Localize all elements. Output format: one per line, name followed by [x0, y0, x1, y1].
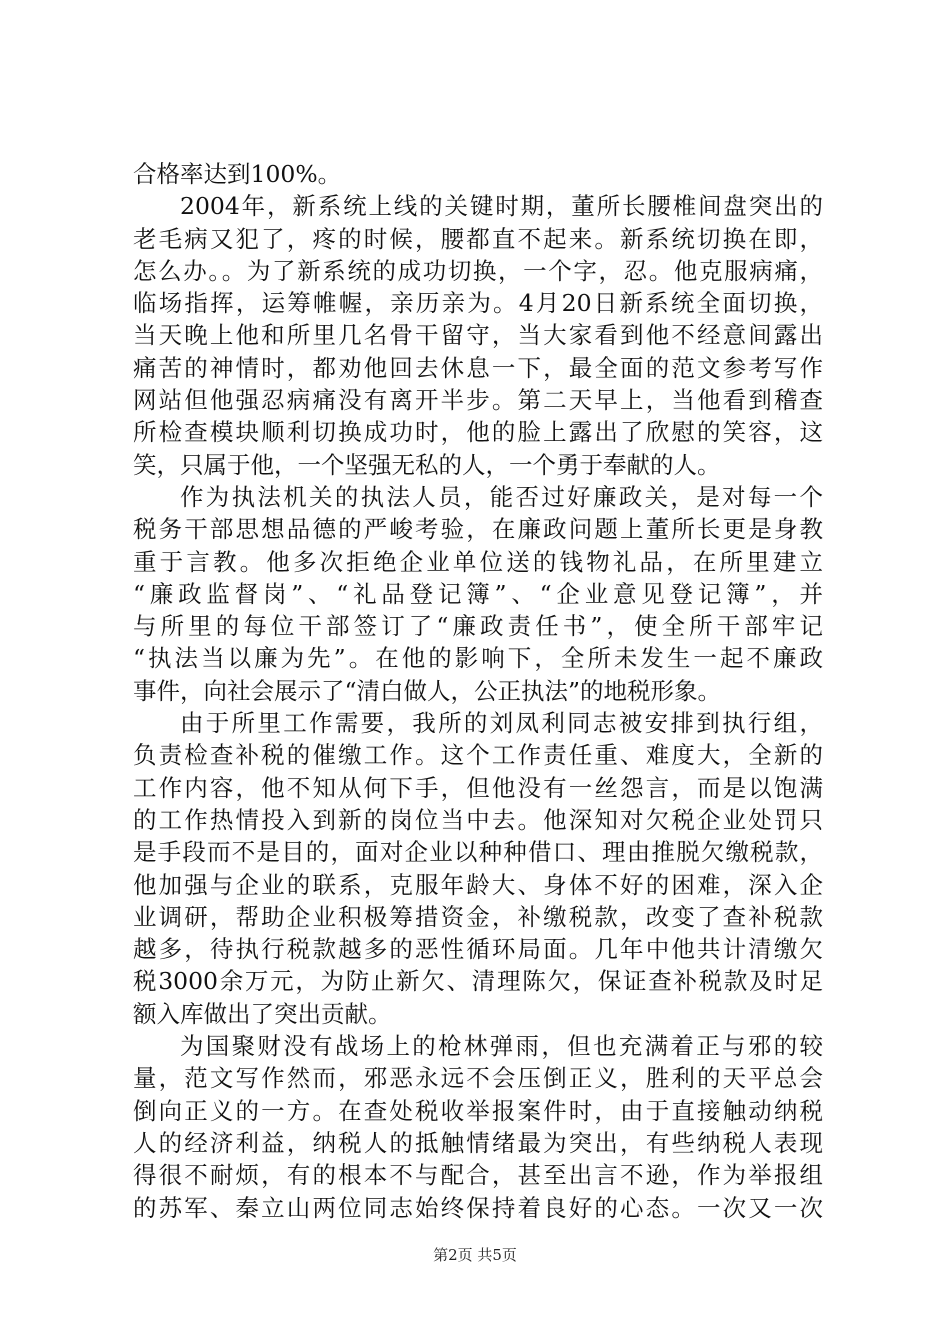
text-line: 当天晚上他和所里几名骨干留守，当大家看到他不经意间露出 [133, 321, 823, 350]
text-line: 怎么办。。为了新系统的成功切换，一个字，忍。他克服病痛， [133, 256, 823, 285]
paragraph-pass-rate [133, 158, 823, 190]
text-line: 2004年，新系统上线的关键时期，董所长腰椎间盘突出的 [180, 192, 823, 221]
text-line: 笑，只属于他，一个坚强无私的人，一个勇于奉献的人。 [133, 450, 721, 479]
text-line: 网站但他强忍病痛没有离开半步。第二天早上，当他看到稽查 [133, 386, 823, 415]
paragraph-system-switch [133, 190, 823, 481]
text-line: 业调研，帮助企业积极筹措资金，补缴税款，改变了查补税款 [133, 902, 823, 931]
text-line: 由于所里工作需要，我所的刘凤利同志被安排到执行组， [180, 709, 823, 738]
text-line: 越多，待执行税款越多的恶性循环局面。几年中他共计清缴欠 [133, 935, 823, 964]
paragraph-tax-collection [133, 707, 823, 1030]
text-line: 的苏军、秦立山两位同志始终保持着良好的心态。一次又一次 [133, 1193, 823, 1222]
text-line: 人的经济利益，纳税人的抵触情绪最为突出，有些纳税人表现 [133, 1128, 823, 1157]
text-line: “廉政监督岗”、“礼品登记簿”、“企业意见登记簿”，并 [133, 579, 823, 608]
text-line: 合格率达到100%。 [133, 160, 342, 188]
text-line: 税务干部思想品德的严峻考验，在廉政问题上董所长更是身教 [133, 515, 823, 544]
text-line: 的工作热情投入到新的岗位当中去。他深知对欠税企业处罚只 [133, 805, 823, 834]
text-line: “执法当以廉为先”。在他的影响下，全所未发生一起不廉政 [133, 644, 823, 673]
text-line: 为国聚财没有战场上的枪林弹雨，但也充满着正与邪的较 [180, 1032, 823, 1061]
text-line: 量，范文写作然而，邪恶永远不会压倒正义，胜利的天平总会 [133, 1064, 823, 1093]
text-line: 额入库做出了突出贡献。 [133, 999, 392, 1028]
text-line: 与所里的每位干部签订了“廉政责任书”，使全所干部牢记 [133, 612, 823, 641]
paragraph-report-cases [133, 1030, 823, 1224]
paragraph-integrity [133, 481, 823, 707]
page-footer [0, 1245, 950, 1265]
text-line: 负责检查补税的催缴工作。这个工作责任重、难度大，全新的 [133, 741, 823, 770]
text-line: 倒向正义的一方。在查处税收举报案件时，由于直接触动纳税 [133, 1096, 823, 1125]
text-line: 老毛病又犯了，疼的时候，腰都直不起来。新系统切换在即， [133, 224, 823, 253]
text-line: 工作内容，他不知从何下手，但他没有一丝怨言，而是以饱满 [133, 773, 823, 802]
text-line: 是手段而不是目的，面对企业以种种借口、理由推脱欠缴税款， [133, 838, 823, 867]
document-body [133, 158, 823, 1224]
text-line: 税3000余万元，为防止新欠、清理陈欠，保证查补税款及时足 [133, 967, 823, 996]
text-line: 重于言教。他多次拒绝企业单位送的钱物礼品，在所里建立 [133, 547, 823, 576]
text-line: 作为执法机关的执法人员，能否过好廉政关，是对每一个 [180, 482, 823, 511]
page-number: 第2页 共5页 [433, 1246, 517, 1264]
text-line: 临场指挥，运筹帷幄，亲历亲为。4月20日新系统全面切换， [133, 289, 823, 318]
text-line: 痛苦的神情时，都劝他回去休息一下，最全面的范文参考写作 [133, 353, 823, 382]
text-line: 所检查模块顺利切换成功时，他的脸上露出了欣慰的笑容，这 [133, 418, 823, 447]
text-line: 得很不耐烦，有的根本不与配合，甚至出言不逊，作为举报组 [133, 1161, 823, 1190]
text-line: 他加强与企业的联系，克服年龄大、身体不好的困难，深入企 [133, 870, 823, 899]
text-line: 事件，向社会展示了“清白做人，公正执法”的地税形象。 [133, 676, 722, 705]
